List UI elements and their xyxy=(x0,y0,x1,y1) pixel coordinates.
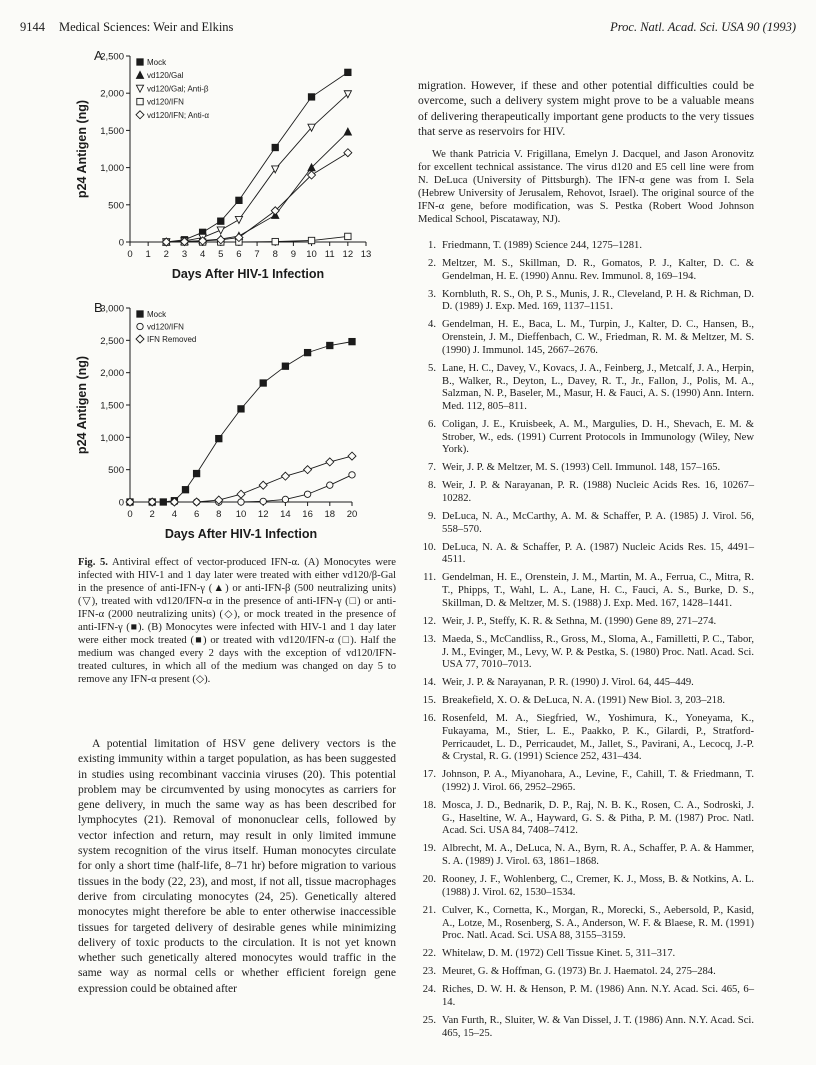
legend-marker xyxy=(136,335,144,343)
y-tick-label: 2,500 xyxy=(100,51,124,63)
x-tick-label: 10 xyxy=(235,509,247,520)
series-mock xyxy=(127,338,355,505)
legend-label: vd120/IFN xyxy=(147,322,184,332)
legend-marker xyxy=(137,98,143,104)
data-point xyxy=(272,238,278,244)
page-header xyxy=(20,20,796,38)
body-column-left xyxy=(78,736,396,996)
reference-item xyxy=(418,695,754,708)
reference-number: 15. xyxy=(422,695,436,707)
x-tick-label: 10 xyxy=(306,249,317,260)
reference-number: 19. xyxy=(422,843,436,855)
reference-item xyxy=(418,634,754,672)
reference-item xyxy=(418,984,754,1009)
x-tick-label: 12 xyxy=(342,249,354,260)
reference-text: Rosenfeld, M. A., Siegfried, W., Yoshimura, K., Yoneyama, K., Fukayama, M., Stier, L. E., Paakko, P. K., Gilardi, P., Stratford-Perricaudet, L. D., Perricaudet, M., Jallet, S., Pavirani, A., Lecocq, J.-P. & Crystal, R. G. (1991) Science 252, 431–434. xyxy=(442,713,754,763)
reference-text: Riches, D. W. H. & Henson, P. M. (1986) Ann. N.Y. Acad. Sci. 465, 6–14. xyxy=(442,984,754,1008)
y-tick-label: 500 xyxy=(108,200,124,212)
reference-item xyxy=(418,843,754,868)
reference-item xyxy=(418,419,754,457)
data-point xyxy=(304,349,310,355)
series-vd120-gal xyxy=(163,128,352,245)
reference-number: 22. xyxy=(422,948,436,960)
reference-number: 9. xyxy=(428,511,436,523)
data-point xyxy=(282,496,288,502)
series-line xyxy=(166,72,348,242)
page-number: 9144 xyxy=(20,20,45,34)
figure-5b-chart xyxy=(75,298,378,548)
y-tick-label: 1,500 xyxy=(100,400,124,412)
reference-item xyxy=(418,1015,754,1040)
reference-number: 4. xyxy=(428,319,436,331)
reference-item xyxy=(418,616,754,629)
reference-text: Maeda, S., McCandliss, R., Gross, M., Sloma, A., Familletti, P. C., Tabor, J. M., Evinger, M., Levy, W. P. & Pestka, S. (1980) Proc. Natl. Acad. Sci. USA 77, 7010–7013. xyxy=(442,633,754,671)
x-tick-label: 6 xyxy=(193,509,200,520)
x-tick-label: 13 xyxy=(360,249,372,260)
y-axis-label: p24 Antigen (ng) xyxy=(75,355,89,455)
reference-text: Weir, J. P. & Meltzer, M. S. (1993) Cell. Immunol. 148, 157–165. xyxy=(442,462,721,474)
series-line xyxy=(166,153,348,242)
data-point xyxy=(349,472,355,478)
data-point xyxy=(327,482,333,488)
data-point xyxy=(344,128,351,135)
x-tick-label: 12 xyxy=(257,509,269,520)
data-point xyxy=(345,233,351,239)
reference-item xyxy=(418,800,754,838)
legend-marker xyxy=(137,59,143,65)
figure-5a-chart xyxy=(75,48,378,288)
data-point xyxy=(237,490,245,498)
data-point xyxy=(235,216,242,223)
x-tick-label: 11 xyxy=(324,249,335,260)
header-left xyxy=(20,20,233,35)
reference-number: 12. xyxy=(422,615,436,627)
running-head-section: Medical Sciences: Weir and Elkins xyxy=(59,20,234,34)
series-line xyxy=(166,132,348,242)
legend-label: vd120/Gal; Anti-β xyxy=(147,84,209,94)
y-tick-label: 500 xyxy=(108,465,124,477)
reference-item xyxy=(418,769,754,794)
reference-number: 10. xyxy=(422,541,436,553)
data-point xyxy=(327,342,333,348)
data-point xyxy=(304,466,312,474)
data-point xyxy=(349,338,355,344)
legend-label: vd120/IFN; Anti-α xyxy=(147,110,209,120)
x-tick-label: 0 xyxy=(127,249,133,260)
data-point xyxy=(217,227,224,234)
reference-number: 16. xyxy=(422,713,436,725)
data-point xyxy=(282,363,288,369)
legend-marker xyxy=(136,85,143,92)
data-point xyxy=(236,197,242,203)
reference-number: 5. xyxy=(428,362,436,374)
reference-number: 24. xyxy=(422,984,436,996)
data-point xyxy=(193,470,199,476)
data-point xyxy=(260,380,266,386)
reference-item xyxy=(418,677,754,690)
data-point xyxy=(182,487,188,493)
reference-number: 2. xyxy=(428,258,436,269)
reference-text: Breakefield, X. O. & DeLuca, N. A. (1991) New Biol. 3, 203–218. xyxy=(442,695,726,707)
y-tick-label: 1,000 xyxy=(100,432,124,444)
x-tick-label: 1 xyxy=(145,249,151,260)
x-tick-label: 0 xyxy=(127,509,133,520)
reference-number: 17. xyxy=(422,769,436,781)
series-vd120-ifn-anti- xyxy=(162,149,352,246)
reference-text: Weir, J. P. & Narayanan, P. R. (1988) Nucleic Acids Res. 16, 10267–10282. xyxy=(442,480,754,505)
x-tick-label: 8 xyxy=(272,249,278,260)
y-tick-label: 2,500 xyxy=(100,335,124,347)
x-tick-label: 4 xyxy=(171,509,178,520)
legend-label: IFN Removed xyxy=(147,335,197,344)
reference-text: Rooney, J. F., Wohlenberg, C., Cremer, K. J., Moss, B. & Notkins, A. L. (1988) J. Virol. 62, 1530–1534. xyxy=(442,874,754,898)
y-tick-label: 3,000 xyxy=(100,303,124,315)
reference-item xyxy=(418,572,754,610)
reference-text: Meltzer, M. S., Skillman, D. R., Gomatos, P. J., Kalter, D. C. & Gendelman, H. E. (1990) Annu. Rev. Immunol. 8, 169–194. xyxy=(442,258,754,282)
x-tick-label: 18 xyxy=(324,509,336,520)
reference-text: DeLuca, N. A. & Schaffer, P. A. (1987) Nucleic Acids Res. 15, 4491–4511. xyxy=(442,541,754,566)
reference-text: Gendelman, H. E., Orenstein, J. M., Martin, M. A., Ferrua, C., Mitra, R. T., Phipps, T., Wahl, L. A., Lane, H. C., Fauci, A. S., Burke, D. S., Skillman, D. & Meltzer, M. S. (1988) J. Exp. Med. 167, 1428–1441. xyxy=(442,572,754,609)
data-point xyxy=(216,435,222,441)
reference-list xyxy=(418,240,754,1046)
legend-marker xyxy=(136,111,144,119)
y-tick-label: 0 xyxy=(118,497,124,509)
y-tick-label: 1,500 xyxy=(100,125,124,137)
reference-item xyxy=(418,948,754,961)
x-tick-label: 14 xyxy=(280,509,291,520)
reference-item xyxy=(418,289,754,314)
y-tick-label: 2,000 xyxy=(100,88,124,100)
x-tick-label: 7 xyxy=(254,249,260,260)
x-tick-label: 5 xyxy=(218,249,224,260)
reference-number: 21. xyxy=(422,904,436,916)
reference-item xyxy=(418,905,754,943)
reference-text: DeLuca, N. A., McCarthy, A. M. & Schaffer, P. A. (1985) J. Virol. 56, 558–570. xyxy=(442,511,754,535)
reference-number: 7. xyxy=(428,462,436,474)
series-line xyxy=(130,342,352,502)
reference-text: Coligan, J. E., Kruisbeek, A. M., Margulies, D. H., Shevach, E. M. & Strober, W., eds. (1991) Current Protocols in Immunology (Wiley, New York). xyxy=(442,418,754,456)
body-column-right xyxy=(418,78,754,139)
x-tick-label: 20 xyxy=(346,509,358,520)
body-paragraph: A potential limitation of HSV gene delivery vectors is the existing immunity within a target population, as has been suggested in studies using recombinant vaccinia viruses (20). This potential problem may be circumvented by using monocytes as carriers for gene delivery, in much the same way as has been described for lymphocytes (21). Removal of mononuclear cells, followed by vector infection and return, may result in only limited immune system recognition of the virus itself. Human monocytes circulate for only a short time (half-life, 8–71 hr) before migration to various tissues in the body (22, 23), and most, if not all, tissue macrophages derive from circulating monocytes (24, 25). Genetically altered monocytes might therefore be able to enter otherwise inaccessible tissues for targeted delivery of desirable genes while minimizing delivery of toxic products to the circulation. It is not yet known whether such genetically altered monocytes would traffic in the same way as normal cells or whether efficient foreign gene expression could be obtained after xyxy=(78,737,396,995)
series-ifn-removed xyxy=(126,452,356,506)
reference-text: Whitelaw, D. M. (1972) Cell Tissue Kinet. 5, 311–317. xyxy=(442,948,676,960)
reference-number: 18. xyxy=(422,800,436,812)
y-tick-label: 2,000 xyxy=(100,368,124,380)
data-point xyxy=(238,499,244,505)
data-point xyxy=(260,498,266,504)
reference-item xyxy=(418,542,754,567)
reference-item xyxy=(418,258,754,283)
body-paragraph-continued: migration. However, if these and other potential difficulties could be overcome, such a delivery system might prove to be a valuable means of delivering therapeutically important gene products to the very tissues that serve as reservoirs for HIV. xyxy=(418,79,754,138)
data-point xyxy=(348,452,356,460)
data-point xyxy=(238,406,244,412)
x-tick-label: 2 xyxy=(149,509,155,520)
reference-number: 25. xyxy=(422,1014,436,1026)
data-point xyxy=(218,218,224,224)
data-point xyxy=(308,237,314,243)
panel-label: A xyxy=(94,48,103,63)
data-point xyxy=(193,498,201,506)
reference-text: Albrecht, M. A., DeLuca, N. A., Byrn, R. A., Schaffer, P. A. & Hammer, S. A. (1989) J. Virol. 63, 1861–1868. xyxy=(442,843,754,868)
reference-item xyxy=(418,240,754,253)
panel-label: B xyxy=(94,300,103,315)
reference-number: 13. xyxy=(422,633,436,645)
x-tick-label: 9 xyxy=(290,249,297,260)
legend-label: vd120/Gal xyxy=(147,71,184,81)
reference-text: Weir, J. P. & Narayanan, P. R. (1990) J. Virol. 64, 445–449. xyxy=(442,677,694,689)
reference-number: 3. xyxy=(428,288,436,300)
reference-text: Culver, K., Cornetta, K., Morgan, R., Morecki, S., Aebersold, P., Kasid, A., Lotze, M., Rosenberg, S. A., Anderson, W. F. & Blaese, R. M. (1991) Proc. Natl. Acad. Sci. USA 88, 3155–3159. xyxy=(442,904,754,942)
y-axis-label: p24 Antigen (ng) xyxy=(75,99,89,199)
data-point xyxy=(281,472,289,480)
reference-item xyxy=(418,363,754,414)
data-point xyxy=(272,144,278,150)
series-mock xyxy=(163,69,351,245)
reference-text: Weir, J. P., Steffy, K. R. & Sethna, M. (1990) Gene 89, 271–274. xyxy=(442,615,717,627)
reference-item xyxy=(418,713,754,764)
x-axis-label: Days After HIV-1 Infection xyxy=(171,267,325,281)
x-tick-label: 4 xyxy=(199,249,206,260)
reference-item xyxy=(418,319,754,357)
reference-item xyxy=(418,480,754,505)
reference-number: 6. xyxy=(428,418,436,430)
legend-marker xyxy=(136,71,143,78)
reference-text: Meuret, G. & Hoffman, G. (1973) Br. J. Haematol. 24, 275–284. xyxy=(442,966,716,978)
reference-number: 11. xyxy=(423,572,436,584)
figure-label: Fig. 5. xyxy=(78,557,108,568)
data-point xyxy=(345,69,351,75)
x-axis-label: Days After HIV-1 Infection xyxy=(164,527,318,541)
reference-number: 20. xyxy=(422,874,436,886)
reference-text: Johnson, P. A., Miyanohara, A., Levine, F., Cahill, T. & Friedmann, T. (1992) J. Virol. 66, 2952–2965. xyxy=(442,769,754,794)
reference-number: 23. xyxy=(422,966,436,978)
reference-text: Lane, H. C., Davey, V., Kovacs, J. A., Feinberg, J., Metcalf, J. A., Herpin, B., Walker, R., Deyton, L., Davey, R. T., Jr., Fallon, J., Polis, M. A., Salzman, N. P., Baseler, M., Masur, H. & Fauci, A. S. (1990) Ann. Intern. Med. 112, 805–811. xyxy=(442,362,754,412)
legend-marker xyxy=(137,323,143,329)
reference-text: Van Furth, R., Sluiter, W. & Van Dissel, J. T. (1986) Ann. N.Y. Acad. Sci. 465, 15–25. xyxy=(442,1014,754,1039)
x-tick-label: 8 xyxy=(216,509,222,520)
reference-text: Friedmann, T. (1989) Science 244, 1275–1281. xyxy=(442,240,642,251)
legend-marker xyxy=(137,311,143,317)
reference-number: 8. xyxy=(428,480,436,492)
reference-text: Mosca, J. D., Bednarik, D. P., Raj, N. B. K., Rosen, C. A., Sodroski, J. G., Haseltine, W. A., Hayward, G. S. & Pitha, P. M. (1987) Proc. Natl. Acad. Sci. USA 84, 7408–7412. xyxy=(442,800,754,837)
reference-number: 1. xyxy=(428,240,436,251)
x-tick-label: 2 xyxy=(163,249,169,260)
reference-item xyxy=(418,462,754,475)
reference-item xyxy=(418,966,754,979)
figure-caption xyxy=(78,556,396,686)
reference-item xyxy=(418,511,754,536)
legend-label: Mock xyxy=(147,310,167,319)
reference-text: Gendelman, H. E., Baca, L. M., Turpin, J., Kalter, D. C., Hansen, B., Orenstein, J. M., Dieffenbach, C. W., Friedman, R. M. & Meltzer, M. S. (1990) J. Immunol. 145, 2667–2676. xyxy=(442,319,754,356)
reference-number: 14. xyxy=(422,677,436,689)
legend-label: Mock xyxy=(147,58,167,67)
running-head-journal: Proc. Natl. Acad. Sci. USA 90 (1993) xyxy=(610,20,796,34)
data-point xyxy=(308,94,314,100)
data-point xyxy=(259,481,267,489)
data-point xyxy=(344,149,352,157)
x-tick-label: 16 xyxy=(302,509,313,520)
reference-text: Kornbluth, R. S., Oh, P. S., Munis, J. R., Cleveland, P. H. & Richman, D. D. (1989) J. Exp. Med. 169, 1137–1151. xyxy=(442,288,754,313)
y-tick-label: 0 xyxy=(118,237,124,249)
acknowledgment: We thank Patricia V. Frigillana, Emelyn J. Dacquel, and Jason Aronovitz for excellent technical assistance. The virus d120 and E5 cell line were from N. DeLuca (University of Pittsburgh). The IFN-α gene was from I. Sela (Hebrew University of Jerusalem, Rehovot, Israel). The original source of the IFN-α gene, before modification, was S. Pestka (Robert Wood Johnson Medical School, Piscataway, NJ). xyxy=(418,149,754,226)
data-point xyxy=(304,491,310,497)
y-tick-label: 1,000 xyxy=(100,163,124,175)
x-tick-label: 3 xyxy=(181,249,188,260)
legend-label: vd120/IFN xyxy=(147,97,184,107)
data-point xyxy=(326,458,334,466)
figure-caption-text: Antiviral effect of vector-produced IFN-α. (A) Monocytes were infected with HIV-1 and 1 day later were treated with either vd120/β-Gal in the presence of anti-IFN-γ (▲) or anti-IFN-β (500 neutralizing units) (▽), treated with vd120/IFN-α in the presence of anti-IFN-γ (□) or anti-IFN-α (2000 neutralizing units) (◇), or mock treated in the presence of anti-IFN-γ (■). (B) Monocytes were infected with HIV-1 and 1 day later were either mock treated (■) or treated with vd120/IFN-α (□). Half the medium was changed every 2 days with the exception of vd120/IFN-treated cultures, in which all of the medium was changed on day 5 to remove any IFN-α present (◇). xyxy=(78,557,396,686)
x-tick-label: 6 xyxy=(236,249,242,260)
reference-item xyxy=(418,874,754,899)
